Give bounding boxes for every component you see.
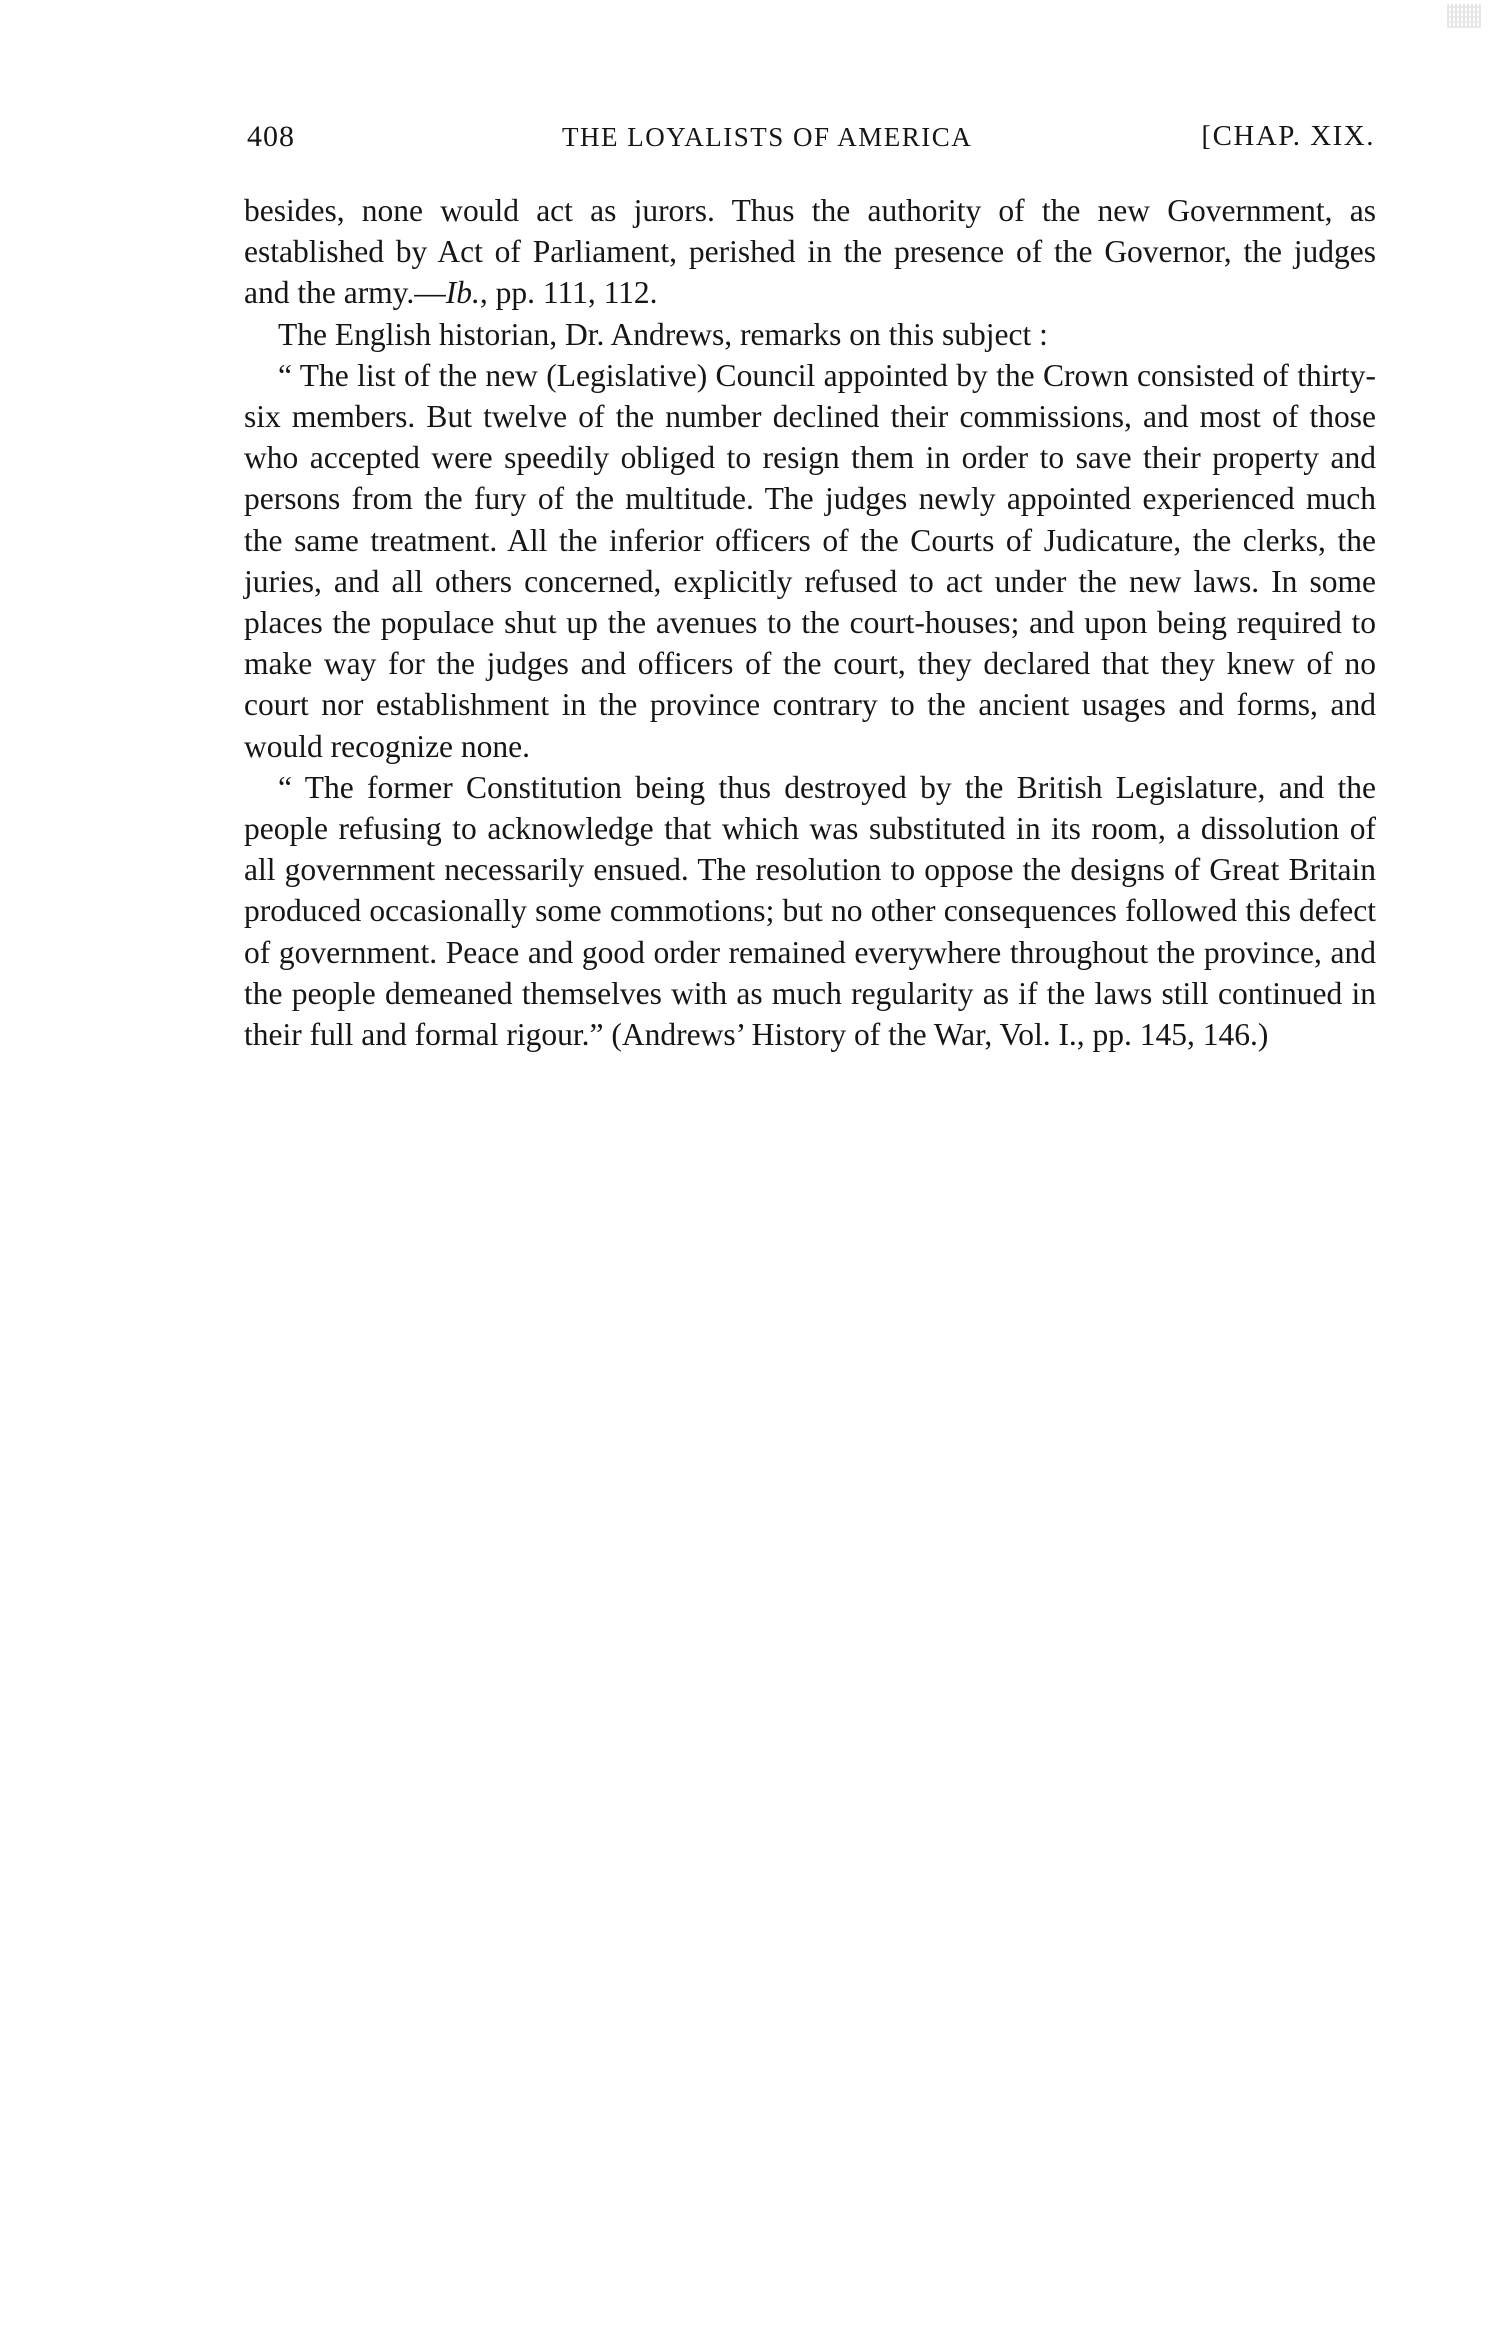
paragraph-continuation-text: besides, none would act as jurors. Thus the authority of the new Government, as established by Act of Parliament, perished in the presence of the Governor, the judges and the army.— — [244, 193, 1376, 311]
paragraph-constitution-quote: “ The former Constitution being thus destroyed by the British Legislature, and the people refusing to acknowledge that which was substituted in its room, a dissolution of all government necessarily ensued. The resolution to oppose the designs of Great Britain produced occasionally some commotions; but no other consequences followed this defect of government. Peace and good order remained everywhere throughout the province, and the people demeaned themselves with as much regularity as if the laws still continued in their full and formal rigour.” (Andrews’ History of the War, Vol. I., pp. 145, 146.) — [244, 769, 1376, 1053]
scan-artifact — [1447, 4, 1481, 28]
citation-ibid: Ib. — [445, 275, 480, 311]
paragraph-continuation — [244, 190, 1376, 314]
running-title: THE LOYALISTS OF AMERICA — [562, 122, 973, 152]
page-number: 408 — [247, 120, 295, 153]
chapter-label: [CHAP. XIX. — [1201, 120, 1375, 152]
paragraph-council-quote: “ The list of the new (Legislative) Council appointed by the Crown consisted of thirty-six members. But twelve of the number declined their commissions, and most of those who accepted were speedily obliged to resign them in order to save their property and persons from the fury of the multitude. The judges newly appointed experienced much the same treatment. All the inferior officers of the Courts of Judicature, the clerks, the juries, and all others concerned, explicitly refused to act under the new laws. In some places the populace shut up the avenues to the court-houses; and upon being required to make way for the judges and officers of the court, they declared that they knew of no court nor establishment in the province contrary to the ancient usages and forms, and would recognize none. — [244, 357, 1376, 764]
citation-pages: , pp. 111, 112. — [479, 275, 658, 311]
page-header — [247, 120, 1375, 168]
page-body-text — [244, 190, 1376, 1055]
paragraph-andrews-intro: The English historian, Dr. Andrews, remarks on this subject : — [278, 316, 1048, 352]
